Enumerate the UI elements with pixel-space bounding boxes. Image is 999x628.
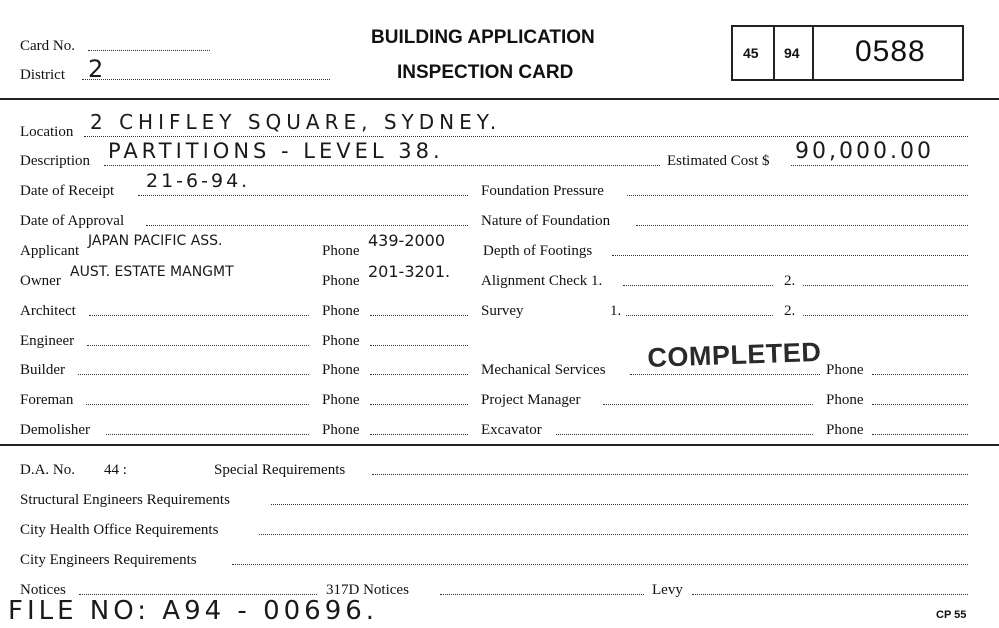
applicant-phone-value: 439-2000 (368, 231, 446, 250)
architect-phone-label: Phone (322, 303, 360, 319)
architect-phone-field[interactable] (370, 315, 468, 316)
builder-label: Builder (20, 362, 65, 378)
estimated-cost-value: 90,000.00 (795, 139, 934, 164)
project-manager-phone-label: Phone (826, 392, 864, 408)
owner-value: AUST. ESTATE MANGMT (70, 264, 234, 280)
da-no-value: 44 : (104, 462, 127, 478)
demolisher-phone-field[interactable] (370, 434, 468, 435)
structural-requirements-field[interactable] (271, 504, 968, 505)
completed-stamp: COMPLETED (646, 336, 822, 374)
structural-requirements-label: Structural Engineers Requirements (20, 492, 230, 508)
notices-field[interactable] (79, 594, 317, 595)
project-manager-phone-field[interactable] (872, 404, 968, 405)
card-title-line2: INSPECTION CARD (397, 62, 574, 83)
alignment-check-2-field[interactable] (803, 285, 968, 286)
demolisher-phone-label: Phone (322, 422, 360, 438)
foreman-label: Foreman (20, 392, 74, 408)
da-no-label: D.A. No. (20, 462, 75, 478)
excavator-label: Excavator (481, 422, 542, 438)
excavator-phone-label: Phone (826, 422, 864, 438)
builder-phone-field[interactable] (370, 374, 468, 375)
survey-2-field[interactable] (803, 315, 968, 316)
owner-phone-value: 201-3201. (368, 262, 451, 281)
317d-notices-field[interactable] (440, 594, 644, 595)
mechanical-services-label: Mechanical Services (481, 362, 606, 378)
health-requirements-label: City Health Office Requirements (20, 522, 219, 538)
builder-phone-label: Phone (322, 362, 360, 378)
survey-label: Survey (481, 303, 524, 319)
header-divider (0, 98, 999, 100)
demolisher-label: Demolisher (20, 422, 90, 438)
foreman-phone-label: Phone (322, 392, 360, 408)
survey-1-field[interactable] (626, 315, 773, 316)
levy-label: Levy (652, 582, 683, 598)
builder-field[interactable] (78, 374, 309, 375)
alignment-check-2-label: 2. (784, 273, 796, 289)
date-of-receipt-field[interactable] (138, 195, 468, 196)
notices-label: Notices (20, 582, 66, 598)
foundation-pressure-field[interactable] (627, 195, 968, 196)
form-code: CP 55 (936, 609, 967, 621)
reference-cell-1: 45 (743, 45, 759, 61)
city-engineers-requirements-field[interactable] (232, 564, 968, 565)
317d-notices-label: 317D Notices (326, 582, 409, 598)
reference-divider (812, 27, 814, 79)
engineer-phone-field[interactable] (370, 345, 468, 346)
foreman-field[interactable] (86, 404, 309, 405)
estimated-cost-field[interactable] (791, 165, 968, 166)
owner-phone-label: Phone (322, 273, 360, 289)
nature-of-foundation-field[interactable] (636, 225, 968, 226)
district-field[interactable] (82, 79, 330, 80)
survey-1-label: 1. (610, 303, 622, 319)
city-engineers-requirements-label: City Engineers Requirements (20, 552, 197, 568)
date-of-approval-field[interactable] (146, 225, 468, 226)
description-value: PARTITIONS - LEVEL 38. (108, 139, 444, 163)
district-value: 2 (88, 55, 106, 83)
demolisher-field[interactable] (106, 434, 309, 435)
card-no-field[interactable] (88, 50, 210, 51)
excavator-phone-field[interactable] (872, 434, 968, 435)
foreman-phone-field[interactable] (370, 404, 468, 405)
engineer-field[interactable] (87, 345, 309, 346)
applicant-value: JAPAN PACIFIC ASS. (88, 233, 223, 249)
reference-box (731, 25, 964, 81)
special-requirements-label: Special Requirements (214, 462, 346, 478)
mechanical-services-field[interactable] (630, 374, 820, 375)
levy-field[interactable] (692, 594, 968, 595)
applicant-phone-label: Phone (322, 243, 360, 259)
description-field[interactable] (104, 165, 660, 166)
mechanical-services-phone-label: Phone (826, 362, 864, 378)
health-requirements-field[interactable] (259, 534, 968, 535)
engineer-label: Engineer (20, 333, 75, 349)
foundation-pressure-label: Foundation Pressure (481, 183, 604, 199)
alignment-check-1-field[interactable] (623, 285, 773, 286)
reference-cell-2: 94 (784, 45, 800, 61)
alignment-check-label: Alignment Check 1. (481, 273, 603, 289)
architect-field[interactable] (89, 315, 309, 316)
architect-label: Architect (20, 303, 76, 319)
location-field[interactable] (84, 136, 968, 137)
file-no-value: FILE NO: A94 - 00696. (8, 596, 379, 626)
depth-of-footings-label: Depth of Footings (483, 243, 593, 259)
survey-2-label: 2. (784, 303, 796, 319)
mechanical-services-phone-field[interactable] (872, 374, 968, 375)
excavator-field[interactable] (556, 434, 813, 435)
depth-of-footings-field[interactable] (612, 255, 968, 256)
reference-divider (773, 27, 775, 79)
applicant-label: Applicant (20, 243, 80, 259)
estimated-cost-label: Estimated Cost $ (667, 153, 770, 169)
card-no-label: Card No. (20, 38, 75, 54)
reference-number: 0588 (855, 35, 926, 68)
requirements-divider (0, 444, 999, 446)
nature-of-foundation-label: Nature of Foundation (481, 213, 611, 229)
date-of-approval-label: Date of Approval (20, 213, 125, 229)
date-of-receipt-value: 21-6-94. (146, 170, 251, 192)
engineer-phone-label: Phone (322, 333, 360, 349)
location-label: Location (20, 124, 74, 140)
description-label: Description (20, 153, 90, 169)
special-requirements-field[interactable] (372, 474, 968, 475)
owner-label: Owner (20, 273, 61, 289)
project-manager-label: Project Manager (481, 392, 581, 408)
district-label: District (20, 67, 65, 83)
card-title-line1: BUILDING APPLICATION (371, 27, 595, 48)
date-of-receipt-label: Date of Receipt (20, 183, 115, 199)
location-value: 2 CHIFLEY SQUARE, SYDNEY. (90, 110, 502, 134)
project-manager-field[interactable] (603, 404, 813, 405)
